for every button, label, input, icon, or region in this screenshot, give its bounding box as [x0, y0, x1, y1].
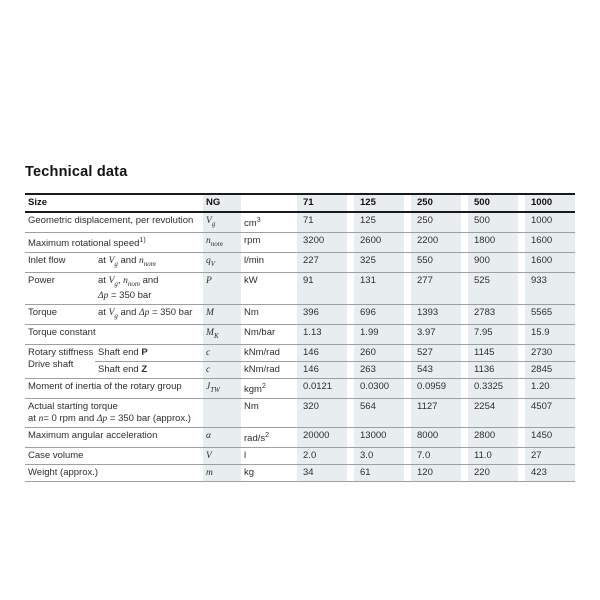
cell-value: 1.20: [518, 378, 575, 398]
cell-value: 320: [290, 399, 347, 428]
row-symbol: V: [203, 448, 241, 465]
row-geometric-displacement: [25, 212, 575, 233]
cell-value: 5565: [518, 305, 575, 325]
cell-value: 2845: [518, 361, 575, 378]
row-actual-starting-torque: [25, 399, 575, 428]
cell-value: 227: [290, 253, 347, 273]
cell-value: 11.0: [461, 448, 518, 465]
cell-value: 525: [461, 273, 518, 305]
row-label: Power: [25, 273, 95, 305]
cell-value: 13000: [347, 428, 404, 448]
page-title: Technical data: [25, 164, 128, 180]
row-symbol: [203, 399, 241, 428]
cell-value: 2254: [461, 399, 518, 428]
row-moment-of-inertia: [25, 378, 575, 398]
cell-value: 220: [461, 465, 518, 482]
row-symbol: c: [203, 361, 241, 378]
cell-value: 2800: [461, 428, 518, 448]
header-size-1000: 1000: [518, 194, 575, 212]
row-condition: at $V_g$ and Δp = 350 bar: [95, 305, 203, 325]
row-condition: Shaft end P: [95, 344, 203, 361]
cell-value: 2730: [518, 344, 575, 361]
row-label: Inlet flow: [25, 253, 95, 273]
footnote-marker: 1): [139, 237, 146, 245]
cell-value: 61: [347, 465, 404, 482]
cell-value: 423: [518, 465, 575, 482]
row-symbol: α: [203, 428, 241, 448]
row-label: Torque: [25, 305, 95, 325]
row-label: Moment of inertia of the rotary group: [25, 378, 203, 398]
row-rotary-stiffness-z: [25, 361, 575, 378]
cell-value: 527: [404, 344, 461, 361]
row-rotary-stiffness-p: [25, 344, 575, 361]
cell-value: 1600: [518, 253, 575, 273]
row-torque-constant: [25, 324, 575, 344]
cell-value: 20000: [290, 428, 347, 448]
header-size-125: 125: [347, 194, 404, 212]
row-unit: kNm/rad: [241, 344, 290, 361]
cell-value: 146: [290, 361, 347, 378]
cell-value: 250: [404, 212, 461, 233]
row-symbol: M: [203, 305, 241, 325]
row-unit: rpm: [241, 233, 290, 253]
header-ng: NG: [203, 194, 241, 212]
row-unit: Nm: [241, 399, 290, 428]
row-unit: Nm: [241, 305, 290, 325]
cell-value: 1600: [518, 233, 575, 253]
technical-data-table: [25, 193, 575, 482]
cell-value: 696: [347, 305, 404, 325]
row-condition: Shaft end Z: [95, 361, 203, 378]
cell-value: 4507: [518, 399, 575, 428]
cell-value: 2783: [461, 305, 518, 325]
cell-value: 277: [404, 273, 461, 305]
row-symbol: $q_V$: [203, 253, 241, 273]
cell-value: 2.0: [290, 448, 347, 465]
cell-value: 396: [290, 305, 347, 325]
header-unit-spacer: [241, 194, 290, 212]
cell-value: 131: [347, 273, 404, 305]
row-unit: l/min: [241, 253, 290, 273]
row-symbol: c: [203, 344, 241, 361]
row-max-rotational-speed: [25, 233, 575, 253]
row-symbol: $V_g$: [203, 212, 241, 233]
cell-value: 146: [290, 344, 347, 361]
cell-value: 933: [518, 273, 575, 305]
cell-value: 1000: [518, 212, 575, 233]
row-label: Maximum rotational speed$^{1)}$: [25, 233, 203, 253]
header-size-250: 250: [404, 194, 461, 212]
cell-value: 27: [518, 448, 575, 465]
row-label: Actual starting torque at n= 0 rpm and Δp = 350 bar (approx.): [25, 399, 203, 428]
cell-value: 0.0959: [404, 378, 461, 398]
row-condition: at $V_g$ and $n_{nom}$: [95, 253, 203, 273]
cell-value: 3.0: [347, 448, 404, 465]
row-weight: [25, 465, 575, 482]
row-case-volume: [25, 448, 575, 465]
cell-value: 2600: [347, 233, 404, 253]
cell-value: 120: [404, 465, 461, 482]
row-unit: kNm/rad: [241, 361, 290, 378]
cell-value: 500: [461, 212, 518, 233]
row-label: Case volume: [25, 448, 203, 465]
header-size-71: 71: [290, 194, 347, 212]
cell-value: 1136: [461, 361, 518, 378]
cell-value: 1145: [461, 344, 518, 361]
table-header-row: [25, 194, 575, 212]
cell-value: 550: [404, 253, 461, 273]
row-symbol: m: [203, 465, 241, 482]
cell-value: 0.0300: [347, 378, 404, 398]
cell-value: 564: [347, 399, 404, 428]
cell-value: 260: [347, 344, 404, 361]
cell-value: 1127: [404, 399, 461, 428]
cell-value: 71: [290, 212, 347, 233]
cell-value: 7.95: [461, 324, 518, 344]
cell-value: 15.9: [518, 324, 575, 344]
cell-value: 1450: [518, 428, 575, 448]
row-unit: Nm/bar: [241, 324, 290, 344]
row-label: Torque constant: [25, 324, 203, 344]
cell-value: 91: [290, 273, 347, 305]
cell-value: 1393: [404, 305, 461, 325]
cell-value: 0.3325: [461, 378, 518, 398]
row-label: Rotary stiffness Drive shaft: [25, 344, 95, 378]
cell-value: 2200: [404, 233, 461, 253]
row-max-angular-acceleration: [25, 428, 575, 448]
row-label: Geometric displacement, per revolution: [25, 212, 203, 233]
row-unit: $cm^3$: [241, 212, 290, 233]
cell-value: 7.0: [404, 448, 461, 465]
row-symbol: $n_{nom}$: [203, 233, 241, 253]
cell-value: 263: [347, 361, 404, 378]
row-torque: [25, 305, 575, 325]
cell-value: 34: [290, 465, 347, 482]
cell-value: 3.97: [404, 324, 461, 344]
row-symbol: P: [203, 273, 241, 305]
row-inlet-flow: [25, 253, 575, 273]
row-unit: rad/$s^2$: [241, 428, 290, 448]
cell-value: 1.99: [347, 324, 404, 344]
cell-value: 543: [404, 361, 461, 378]
cell-value: 3200: [290, 233, 347, 253]
row-unit: kW: [241, 273, 290, 305]
cell-value: 8000: [404, 428, 461, 448]
header-size: Size: [25, 194, 203, 212]
cell-value: 325: [347, 253, 404, 273]
cell-value: 900: [461, 253, 518, 273]
row-label: Weight (approx.): [25, 465, 203, 482]
cell-value: 1800: [461, 233, 518, 253]
cell-value: 125: [347, 212, 404, 233]
row-unit: kg: [241, 465, 290, 482]
row-symbol: $M_K$: [203, 324, 241, 344]
cell-value: 0.0121: [290, 378, 347, 398]
row-symbol: $J_{TW}$: [203, 378, 241, 398]
row-label: Maximum angular acceleration: [25, 428, 203, 448]
row-power: [25, 273, 575, 305]
row-unit: l: [241, 448, 290, 465]
row-condition: at $V_g$, $n_{nom}$ and Δp = 350 bar: [95, 273, 203, 305]
row-unit: kgm$^2$: [241, 378, 290, 398]
cell-value: 1.13: [290, 324, 347, 344]
header-size-500: 500: [461, 194, 518, 212]
